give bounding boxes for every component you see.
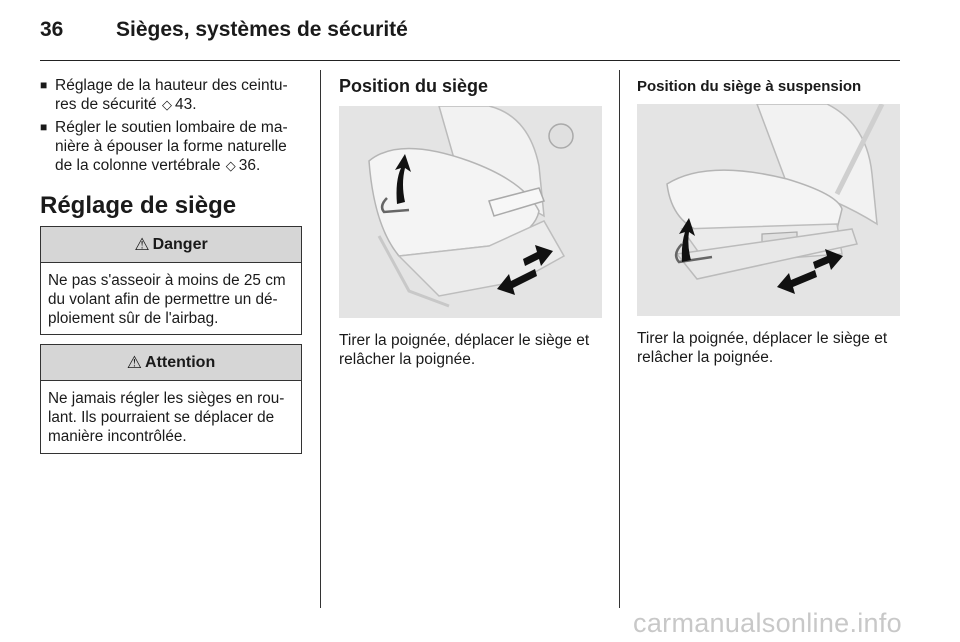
bullet-square-icon: ■ — [40, 78, 48, 92]
list-item: ■ Régler le soutien lombaire de ma-nière à épouser la forme naturelle de la colonne vertébrale ◇ 36. — [40, 119, 288, 174]
attention-box — [40, 344, 302, 454]
column-divider-left — [320, 70, 321, 608]
danger-box-body: Ne pas s'asseoir à moins de 25 cm du volant afin de permettre un dé-ploiement sûr de l'airbag. — [48, 272, 286, 327]
page-reference[interactable]: ◇ 36. — [225, 157, 261, 174]
seat-position-heading: Position du siège — [339, 76, 489, 96]
reference-arrow-icon: ◇ — [161, 97, 172, 112]
reference-arrow-icon: ◇ — [225, 158, 236, 173]
section-heading: Réglage de siège — [40, 192, 237, 219]
page-header — [40, 18, 408, 50]
attention-box-title: ⚠ Attention — [41, 345, 301, 381]
suspension-seat-illustration — [637, 104, 900, 316]
list-item: ■ Réglage de la hauteur des ceintu-res de sécurité ◇ 43. — [40, 77, 288, 113]
seat-position-illustration — [339, 106, 602, 318]
warning-triangle-icon: ⚠ — [134, 234, 150, 254]
warning-triangle-icon: ⚠ — [126, 352, 143, 372]
suspension-seat-caption: Tirer la poignée, déplacer le siège et relâcher la poignée. — [637, 330, 888, 366]
page-reference[interactable]: ◇ 43. — [161, 96, 197, 113]
header-rule — [40, 60, 900, 61]
danger-box — [40, 226, 302, 335]
bullet-square-icon: ■ — [40, 120, 48, 134]
attention-box-body: Ne jamais régler les sièges en rou-lant. Ils pourraient se déplacer de manière incontrôlée. — [48, 390, 285, 445]
page-number: 36 — [40, 18, 64, 41]
bullet-list — [40, 76, 305, 179]
page-title: Sièges, systèmes de sécurité — [116, 18, 408, 41]
danger-box-title: ⚠ Danger — [41, 227, 301, 263]
seat-position-caption: Tirer la poignée, déplacer le siège et relâcher la poignée. — [339, 332, 590, 368]
suspension-seat-heading: Position du siège à suspension — [637, 78, 862, 95]
watermark: carmanualsonline.info — [633, 608, 902, 638]
column-divider-right — [619, 70, 620, 608]
